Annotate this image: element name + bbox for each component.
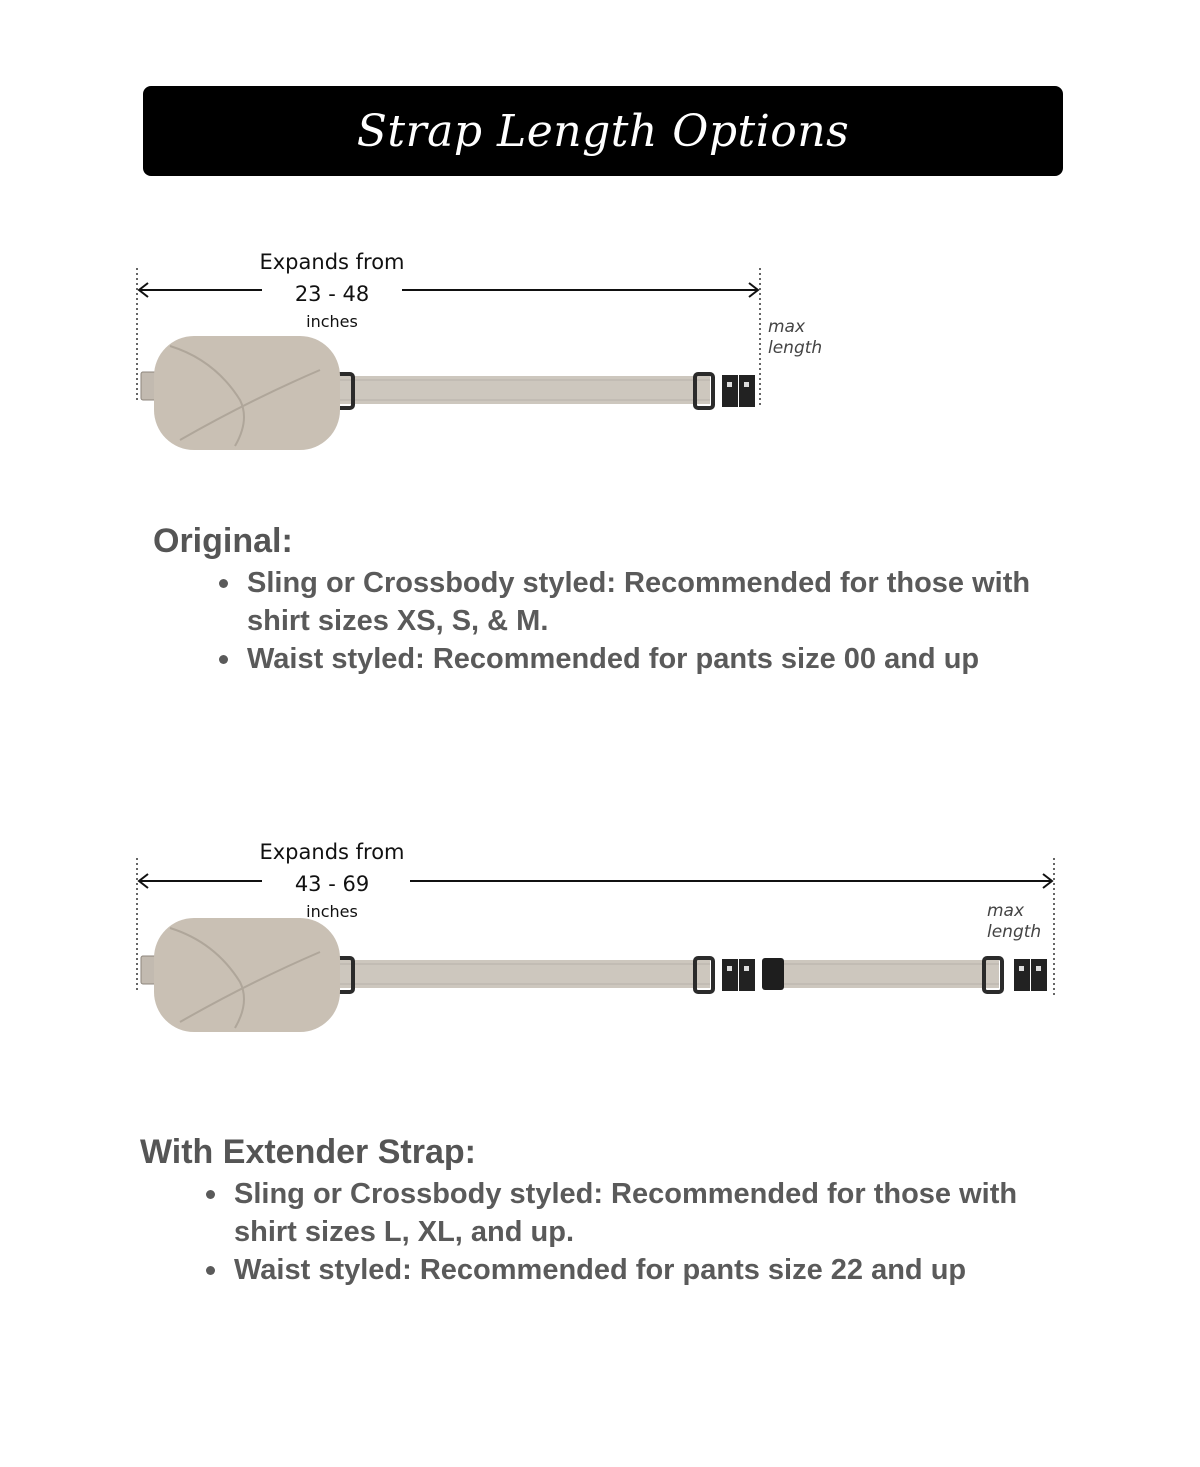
max-label-line2: length [987, 922, 1042, 942]
list-item: Waist styled: Recommended for pants size 00 and up [215, 640, 1075, 678]
expands-from-label: Expands from [259, 840, 405, 864]
extender-dimension-label [232, 840, 432, 921]
list-item: Waist styled: Recommended for pants size 22 and up [202, 1251, 1062, 1289]
list-item: Sling or Crossbody styled: Recommended for those with shirt sizes XS, S, & M. [215, 564, 1075, 640]
list-item: Sling or Crossbody styled: Recommended for those with shirt sizes L, XL, and up. [202, 1175, 1062, 1251]
original-strap-illustration [0, 250, 1200, 460]
original-strap-diagram [0, 250, 1200, 460]
original-dimension-label [232, 250, 432, 331]
title-banner [143, 86, 1063, 176]
length-range: 23 - 48 [294, 282, 370, 306]
max-label-line1: max [987, 901, 1025, 921]
extender-strap-diagram [0, 840, 1200, 1050]
length-unit: inches [306, 902, 358, 921]
extender-section-title: With Extender Strap: [140, 1133, 476, 1171]
original-bullet-list [215, 564, 1075, 678]
expands-from-label: Expands from [259, 250, 405, 274]
length-range: 43 - 69 [294, 872, 370, 896]
extender-bullet-list [202, 1175, 1062, 1289]
max-length-label [987, 901, 1041, 943]
max-label-line2: length [768, 338, 823, 358]
original-section-title: Original: [153, 522, 293, 560]
page-title: Strap Length Options [356, 105, 850, 157]
length-unit: inches [306, 312, 358, 331]
max-label-line1: max [768, 317, 806, 337]
max-length-label [768, 317, 822, 359]
extender-strap-illustration [0, 840, 1200, 1050]
